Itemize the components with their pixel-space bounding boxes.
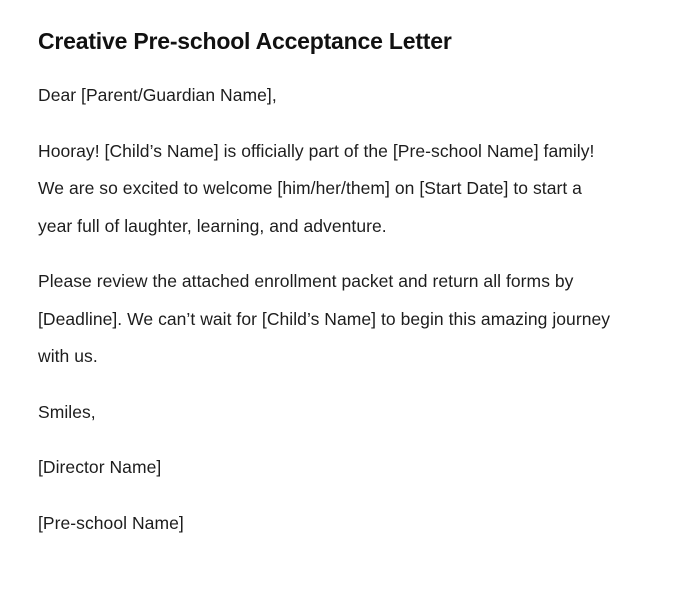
salutation-text: Dear [Parent/Guardian Name], <box>38 85 277 105</box>
signature-school-name: [Pre-school Name] <box>38 512 184 533</box>
closing-text: Smiles, <box>38 401 96 422</box>
body-paragraph-2: Please review the attached enrollment packet and return all forms by [Deadline]. We can’t wait for [Child’s Name] to begin this amazing journey with us. <box>38 271 611 366</box>
body-paragraph-1: Hooray! [Child’s Name] is officially part of the [Pre-school Name] family! We are so excited to welcome [him/her/them] on [Start Date] to start a year full of laughter, learning, and adventure. <box>38 140 595 236</box>
signature-director-name: [Director Name] <box>38 457 162 477</box>
page-title: Creative Pre-school Acceptance Letter <box>38 28 452 54</box>
letter-body <box>38 77 614 542</box>
